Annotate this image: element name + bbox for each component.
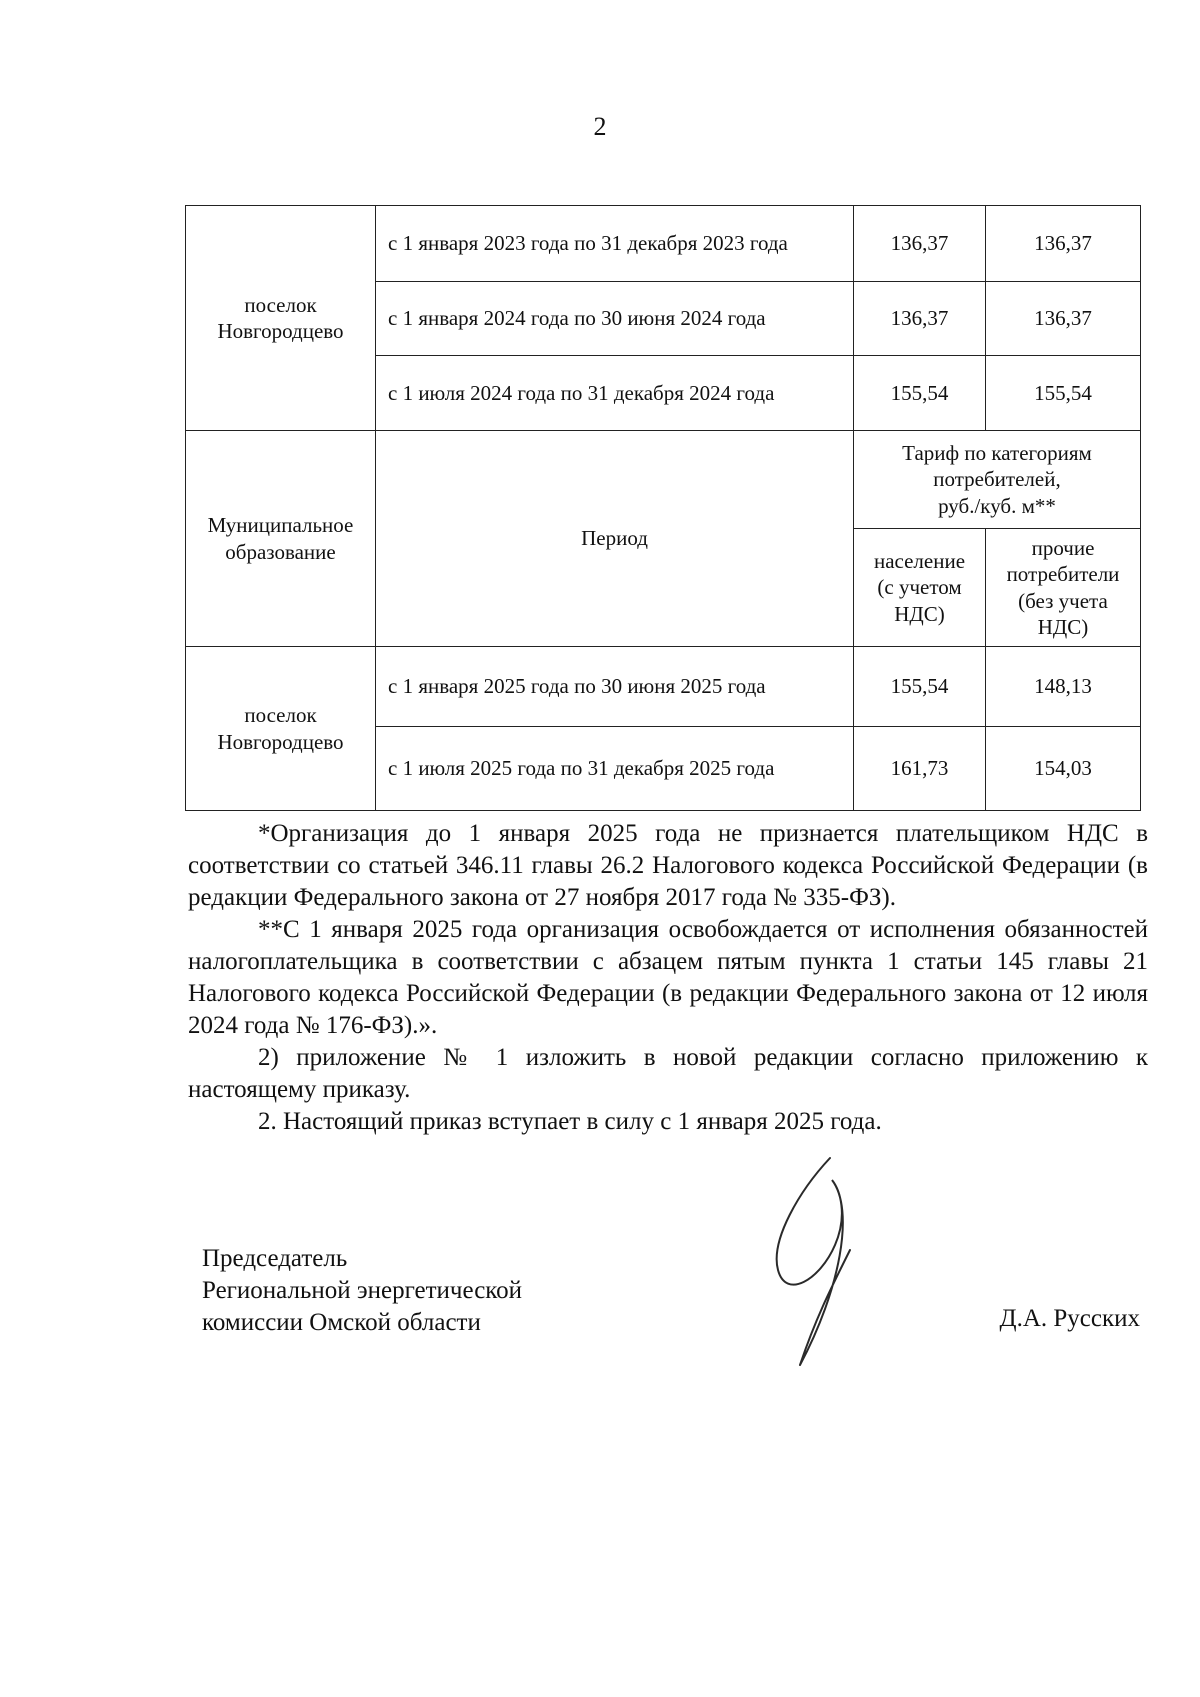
signer-name: Д.А. Русских <box>999 1305 1140 1332</box>
header-line: НДС) <box>1037 614 1089 639</box>
period-cell: с 1 января 2024 года по 30 июня 2024 года <box>376 282 854 356</box>
municipality-cell <box>186 647 376 811</box>
effective-date-paragraph: 2. Настоящий приказ вступает в силу с 1 января 2025 года. <box>258 1108 882 1135</box>
municipality-header <box>186 431 376 647</box>
table-row <box>186 206 1141 282</box>
handwritten-signature <box>760 1150 890 1380</box>
municipality-line: Новгородцево <box>217 729 344 754</box>
signatory-position <box>202 1243 522 1339</box>
period-cell: с 1 января 2025 года по 30 июня 2025 года <box>376 647 854 727</box>
tariff-table <box>185 205 1141 811</box>
header-line: потребители <box>1006 562 1120 587</box>
table-row <box>186 647 1141 727</box>
footnote-vat-exemption: *Организация до 1 января 2025 года не признается плательщиком НДС в соответствии со статьей 346.11 главы 26.2 Налогового кодекса Российской Федерации (в редакции Федерального закона от 27 ноября 2017 года № 335-ФЗ). <box>188 820 1148 911</box>
header-line: образование <box>225 539 336 564</box>
population-tariff-cell: 155,54 <box>854 647 986 727</box>
document-body <box>188 818 1148 1138</box>
amendment-paragraph: 2) приложение № 1 изложить в новой редакции согласно приложению к настоящему приказу. <box>188 1044 1148 1103</box>
tariff-header <box>854 431 1141 529</box>
header-line: (без учета <box>1018 588 1108 613</box>
municipality-line: поселок <box>244 292 317 317</box>
header-line: руб./куб. м** <box>938 493 1056 518</box>
position-line: комиссии Омской области <box>202 1309 481 1336</box>
municipality-cell <box>186 206 376 431</box>
header-line: (с учетом <box>877 575 962 600</box>
header-line: НДС) <box>894 601 945 626</box>
page-number: 2 <box>593 112 607 141</box>
footnote-tax-obligations: **С 1 января 2025 года организация освобождается от исполнения обязанностей налогоплательщика в соответствии с абзацем пятым пункта 1 статьи 145 главы 21 Налогового кодекса Российской Федерации (в редакции Федерального закона от 12 июля 2024 года № 176-ФЗ).». <box>188 916 1148 1039</box>
period-cell: с 1 июля 2025 года по 31 декабря 2025 года <box>376 727 854 811</box>
municipality-line: Новгородцево <box>217 319 344 343</box>
other-consumers-header <box>986 529 1141 647</box>
header-line: потребителей, <box>933 467 1061 492</box>
position-line: Председатель <box>202 1245 348 1272</box>
header-line: Тариф по категориям <box>902 441 1092 466</box>
other-tariff-cell: 136,37 <box>986 282 1141 356</box>
population-tariff-cell: 136,37 <box>854 282 986 356</box>
other-tariff-cell: 136,37 <box>986 206 1141 282</box>
position-line: Региональной энергетической <box>202 1277 523 1304</box>
population-tariff-cell: 136,37 <box>854 206 986 282</box>
period-header: Период <box>376 431 854 647</box>
header-line: население <box>873 549 966 574</box>
header-line: Муниципальное <box>207 513 354 538</box>
table-header-row <box>186 431 1141 529</box>
municipality-line: поселок <box>244 703 317 728</box>
other-tariff-cell: 155,54 <box>986 356 1141 431</box>
population-tariff-cell: 161,73 <box>854 727 986 811</box>
other-tariff-cell: 148,13 <box>986 647 1141 727</box>
header-line: прочие <box>1031 536 1095 560</box>
population-header <box>854 529 986 647</box>
other-tariff-cell: 154,03 <box>986 727 1141 811</box>
period-cell: с 1 января 2023 года по 31 декабря 2023 года <box>376 206 854 282</box>
period-cell: с 1 июля 2024 года по 31 декабря 2024 года <box>376 356 854 431</box>
population-tariff-cell: 155,54 <box>854 356 986 431</box>
